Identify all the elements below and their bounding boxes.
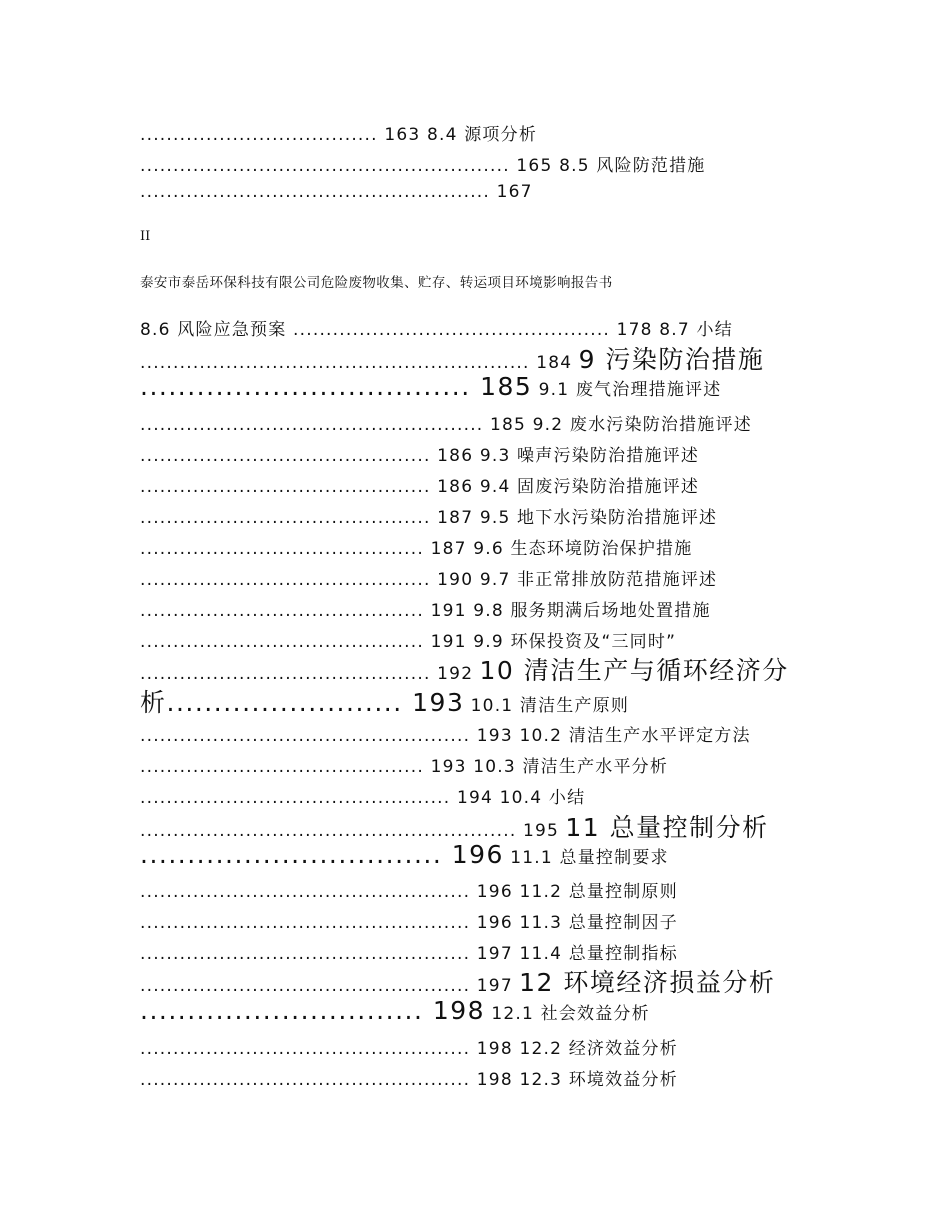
toc-chapter-heading: 12 环境经济损益分析 xyxy=(519,968,776,997)
toc-line-part: ................................ 196 xyxy=(140,840,504,869)
toc-line: ........................................... 191 9.9 环保投资及“三同时” xyxy=(140,632,677,652)
toc-line-part: .............................. 198 xyxy=(140,996,486,1025)
toc-chapter-heading: 10 清洁生产与循环经济分 xyxy=(479,656,789,685)
toc-line: .................................... 163 8.4 源项分析 xyxy=(140,125,538,145)
toc-line: ........................................................ 165 8.5 风险防范措施 xyxy=(140,156,706,176)
toc-line: .................................................. 197 11.4 总量控制指标 xyxy=(140,944,678,964)
toc-line: .................................................. 193 10.2 清洁生产水平评定方法 xyxy=(140,726,751,746)
running-header: 泰安市泰岳环保科技有限公司危险废物收集、贮存、转运项目环境影响报告书 xyxy=(140,275,613,291)
toc-line: ............................................ 187 9.5 地下水污染防治措施评述 xyxy=(140,508,718,528)
toc-chapter-heading: 9 污染防治措施 xyxy=(578,345,765,374)
toc-line-part: ......................................................... 195 xyxy=(140,821,560,841)
toc-line xyxy=(140,996,650,1025)
toc-line: 8.6 风险应急预案 ................................................ 178 8.7 小结 xyxy=(140,320,733,340)
toc-line-part: ......................... 193 xyxy=(166,688,465,717)
toc-line: ........................................... 187 9.6 生态环境防治保护措施 xyxy=(140,539,693,559)
toc-line: .................................................... 185 9.2 废水污染防治措施评述 xyxy=(140,415,752,435)
toc-line-part: ........................................................... 184 xyxy=(140,353,573,373)
toc-line: ............................................ 186 9.4 固废污染防治措施评述 xyxy=(140,477,700,497)
toc-line xyxy=(140,683,629,719)
toc-line-part: 11.1 总量控制要求 xyxy=(510,848,669,868)
toc-line-part: 9.1 废气治理措施评述 xyxy=(538,380,722,400)
toc-line xyxy=(140,340,764,376)
toc-line: ............................................... 194 10.4 小结 xyxy=(140,788,586,808)
toc-line xyxy=(140,372,721,401)
toc-line-part: 10.1 清洁生产原则 xyxy=(470,696,630,716)
toc-line-part: ............................................ 192 xyxy=(140,664,474,684)
toc-line: ........................................... 193 10.3 清洁生产水平分析 xyxy=(140,757,669,777)
toc-line xyxy=(140,651,789,687)
toc-line xyxy=(140,963,775,999)
toc-line: .................................................. 196 11.2 总量控制原则 xyxy=(140,882,678,902)
toc-line: .................................................. 198 12.2 经济效益分析 xyxy=(140,1039,678,1059)
page-marker: II xyxy=(140,229,151,244)
toc-chapter-heading: 11 总量控制分析 xyxy=(565,813,769,842)
toc-line: ........................................... 191 9.8 服务期满后场地处置措施 xyxy=(140,601,711,621)
toc-line: ..................................................... 167 xyxy=(140,182,533,202)
toc-line: ............................................ 186 9.3 噪声污染防治措施评述 xyxy=(140,446,700,466)
toc-line: ............................................ 190 9.7 非正常排放防范措施评述 xyxy=(140,570,718,590)
toc-chapter-heading: 析 xyxy=(140,688,167,717)
toc-line-part: ................................... 185 xyxy=(140,372,533,401)
toc-line xyxy=(140,808,769,844)
toc-line: .................................................. 198 12.3 环境效益分析 xyxy=(140,1070,678,1090)
toc-line-part: 12.1 社会效益分析 xyxy=(491,1004,650,1024)
toc-line-part: .................................................. 197 xyxy=(140,976,513,996)
toc-line: .................................................. 196 11.3 总量控制因子 xyxy=(140,913,678,933)
toc-line xyxy=(140,840,669,869)
